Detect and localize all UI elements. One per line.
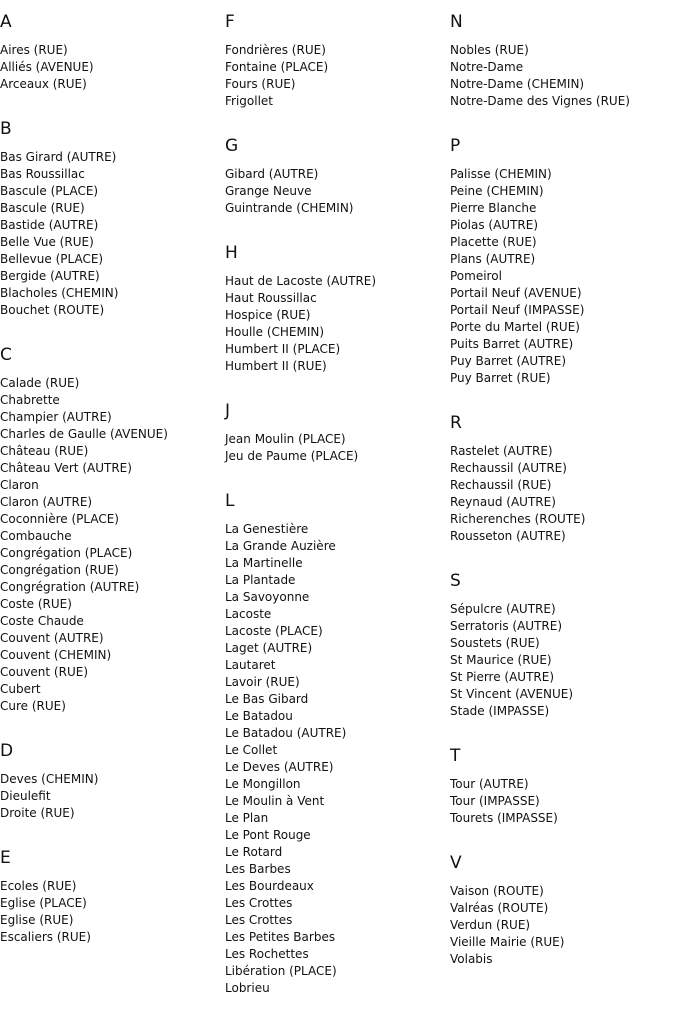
street-name: Portail Neuf (AVENUE) xyxy=(450,286,582,300)
street-name: Droite (RUE) xyxy=(0,806,75,820)
section-letter-heading: P xyxy=(450,136,461,156)
street-name: Les Bourdeaux xyxy=(225,879,314,893)
street-name: Reynaud (AUTRE) xyxy=(450,495,556,509)
street-name: Claron xyxy=(0,478,39,492)
street-name: Le Bas Gibard xyxy=(225,692,309,706)
street-name: Coconnière (PLACE) xyxy=(0,512,119,526)
street-name: Rousseton (AUTRE) xyxy=(450,529,566,543)
street-name: Pomeirol xyxy=(450,269,502,283)
street-name: Nobles (RUE) xyxy=(450,43,529,57)
street-name: Palisse (CHEMIN) xyxy=(450,167,552,181)
street-name: Puy Barret (RUE) xyxy=(450,371,551,385)
street-name: Vieille Mairie (RUE) xyxy=(450,935,565,949)
street-name: Couvent (RUE) xyxy=(0,665,89,679)
section-letter-heading: A xyxy=(0,12,12,32)
street-name: Le Pont Rouge xyxy=(225,828,311,842)
street-name: Peine (CHEMIN) xyxy=(450,184,544,198)
street-name: Dieulefit xyxy=(0,789,51,803)
street-name: Le Batadou xyxy=(225,709,293,723)
street-name: Porte du Martel (RUE) xyxy=(450,320,580,334)
street-list xyxy=(450,601,675,720)
street-name: Verdun (RUE) xyxy=(450,918,531,932)
street-name: Gibard (AUTRE) xyxy=(225,167,319,181)
street-name: St Vincent (AVENUE) xyxy=(450,687,574,701)
street-name: Fontaine (PLACE) xyxy=(225,60,329,74)
street-name: Hospice (RUE) xyxy=(225,308,311,322)
street-name: Soustets (RUE) xyxy=(450,636,540,650)
street-name: Alliés (AVENUE) xyxy=(0,60,94,74)
section-letter-heading: S xyxy=(450,571,461,591)
street-name: Notre-Dame des Vignes (RUE) xyxy=(450,94,630,108)
street-name: Plans (AUTRE) xyxy=(450,252,536,266)
letter-section-s xyxy=(450,571,675,720)
street-name: Humbert II (RUE) xyxy=(225,359,327,373)
street-name: Bascule (PLACE) xyxy=(0,184,99,198)
street-name: Guintrande (CHEMIN) xyxy=(225,201,354,215)
street-name: Lacoste xyxy=(225,607,272,621)
section-letter-heading: T xyxy=(450,746,461,766)
street-name: Rechaussil (AUTRE) xyxy=(450,461,567,475)
street-name: Cure (RUE) xyxy=(0,699,66,713)
street-name: Bouchet (ROUTE) xyxy=(0,303,105,317)
street-name: Tour (AUTRE) xyxy=(450,777,529,791)
street-name: Arceaux (RUE) xyxy=(0,77,87,91)
letter-section-n xyxy=(450,12,675,110)
section-letter-heading: V xyxy=(450,853,462,873)
street-name: Pierre Blanche xyxy=(450,201,537,215)
street-name: Valréas (ROUTE) xyxy=(450,901,549,915)
street-name: Richerenches (ROUTE) xyxy=(450,512,586,526)
street-name: Cubert xyxy=(0,682,41,696)
street-name: Volabis xyxy=(450,952,493,966)
street-name: La Genestière xyxy=(225,522,309,536)
street-list xyxy=(450,776,675,827)
street-name: Vaison (ROUTE) xyxy=(450,884,544,898)
street-name: Blacholes (CHEMIN) xyxy=(0,286,119,300)
street-name: Coste Chaude xyxy=(0,614,84,628)
street-name: Houlle (CHEMIN) xyxy=(225,325,325,339)
street-name: Jeu de Paume (PLACE) xyxy=(225,449,359,463)
street-name: Puy Barret (AUTRE) xyxy=(450,354,567,368)
street-name: Lavoir (RUE) xyxy=(225,675,300,689)
street-name: Bellevue (PLACE) xyxy=(0,252,104,266)
street-name: Libération (PLACE) xyxy=(225,964,337,978)
street-name: Bascule (RUE) xyxy=(0,201,85,215)
street-name: Deves (CHEMIN) xyxy=(0,772,99,786)
section-letter-heading: L xyxy=(225,491,235,511)
street-list xyxy=(225,431,450,465)
street-name: St Maurice (RUE) xyxy=(450,653,552,667)
street-name: St Pierre (AUTRE) xyxy=(450,670,555,684)
street-list xyxy=(450,443,675,545)
letter-section-f xyxy=(225,12,450,110)
street-name: Congrégation (RUE) xyxy=(0,563,119,577)
street-name: Bas Roussillac xyxy=(0,167,85,181)
street-name: Grange Neuve xyxy=(225,184,312,198)
street-name: Haut de Lacoste (AUTRE) xyxy=(225,274,377,288)
street-name: Jean Moulin (PLACE) xyxy=(225,432,346,446)
street-name: Frigollet xyxy=(225,94,274,108)
street-name: Lautaret xyxy=(225,658,276,672)
street-name: La Martinelle xyxy=(225,556,303,570)
street-name: Le Collet xyxy=(225,743,278,757)
section-letter-heading: R xyxy=(450,413,462,433)
street-list xyxy=(225,166,450,217)
street-name: La Grande Auzière xyxy=(225,539,336,553)
street-name: Couvent (AUTRE) xyxy=(0,631,104,645)
street-name: Claron (AUTRE) xyxy=(0,495,93,509)
street-name: Puits Barret (AUTRE) xyxy=(450,337,574,351)
street-name: Le Rotard xyxy=(225,845,283,859)
street-name: Sépulcre (AUTRE) xyxy=(450,602,556,616)
street-name: Aires (RUE) xyxy=(0,43,68,57)
street-list xyxy=(450,883,675,968)
street-list xyxy=(450,42,675,110)
section-letter-heading: E xyxy=(0,848,11,868)
street-name: Fours (RUE) xyxy=(225,77,296,91)
street-name: Champier (AUTRE) xyxy=(0,410,112,424)
letter-section-e xyxy=(0,848,225,946)
section-letter-heading: B xyxy=(0,119,12,139)
street-name: Le Deves (AUTRE) xyxy=(225,760,334,774)
street-name: Combauche xyxy=(0,529,72,543)
street-list xyxy=(0,375,225,715)
street-name: Château (RUE) xyxy=(0,444,89,458)
street-name: Les Crottes xyxy=(225,896,293,910)
letter-section-p xyxy=(450,136,675,387)
street-list xyxy=(0,771,225,822)
street-name: Notre-Dame xyxy=(450,60,524,74)
letter-section-j xyxy=(225,401,450,465)
street-name: Humbert II (PLACE) xyxy=(225,342,341,356)
street-index-column-2 xyxy=(225,0,450,1023)
street-index-column-1 xyxy=(0,0,225,972)
street-name: Couvent (CHEMIN) xyxy=(0,648,112,662)
letter-section-b xyxy=(0,119,225,319)
street-name: Lacoste (PLACE) xyxy=(225,624,323,638)
street-name: Congrégation (PLACE) xyxy=(0,546,133,560)
street-name: Congrégration (AUTRE) xyxy=(0,580,140,594)
street-name: Serratoris (AUTRE) xyxy=(450,619,562,633)
street-name: Tourets (IMPASSE) xyxy=(450,811,558,825)
letter-section-t xyxy=(450,746,675,827)
letter-section-r xyxy=(450,413,675,545)
street-name: Le Mongillon xyxy=(225,777,301,791)
street-name: Bastide (AUTRE) xyxy=(0,218,99,232)
street-name: Laget (AUTRE) xyxy=(225,641,313,655)
street-name: Notre-Dame (CHEMIN) xyxy=(450,77,585,91)
letter-section-h xyxy=(225,243,450,375)
letter-section-a xyxy=(0,12,225,93)
street-name: Château Vert (AUTRE) xyxy=(0,461,132,475)
street-name: Tour (IMPASSE) xyxy=(450,794,540,808)
street-index-column-3 xyxy=(450,0,675,994)
street-name: Rechaussil (RUE) xyxy=(450,478,552,492)
street-name: Portail Neuf (IMPASSE) xyxy=(450,303,585,317)
street-name: Piolas (AUTRE) xyxy=(450,218,539,232)
street-list xyxy=(0,878,225,946)
street-name: Eglise (PLACE) xyxy=(0,896,87,910)
street-list xyxy=(225,42,450,110)
section-letter-heading: J xyxy=(225,401,231,421)
street-list xyxy=(225,521,450,997)
street-name: Placette (RUE) xyxy=(450,235,537,249)
street-name: La Plantade xyxy=(225,573,296,587)
letter-section-c xyxy=(0,345,225,715)
street-name: Chabrette xyxy=(0,393,60,407)
street-list xyxy=(0,42,225,93)
street-name: Lobrieu xyxy=(225,981,270,995)
street-list xyxy=(225,273,450,375)
section-letter-heading: D xyxy=(0,741,14,761)
street-name: Haut Roussillac xyxy=(225,291,317,305)
street-name: Bas Girard (AUTRE) xyxy=(0,150,117,164)
street-name: Fondrières (RUE) xyxy=(225,43,326,57)
street-name: Les Petites Barbes xyxy=(225,930,336,944)
street-name: Eglise (RUE) xyxy=(0,913,74,927)
letter-section-d xyxy=(0,741,225,822)
letter-section-g xyxy=(225,136,450,217)
street-name: Escaliers (RUE) xyxy=(0,930,91,944)
street-name: Les Crottes xyxy=(225,913,293,927)
street-name: Belle Vue (RUE) xyxy=(0,235,94,249)
street-name: Stade (IMPASSE) xyxy=(450,704,550,718)
section-letter-heading: F xyxy=(225,12,235,32)
street-name: La Savoyonne xyxy=(225,590,310,604)
section-letter-heading: N xyxy=(450,12,463,32)
street-list xyxy=(0,149,225,319)
street-name: Rastelet (AUTRE) xyxy=(450,444,553,458)
street-name: Le Batadou (AUTRE) xyxy=(225,726,347,740)
letter-section-l xyxy=(225,491,450,997)
street-name: Ecoles (RUE) xyxy=(0,879,77,893)
letter-section-v xyxy=(450,853,675,968)
street-name: Les Rochettes xyxy=(225,947,309,961)
street-name: Calade (RUE) xyxy=(0,376,80,390)
street-name: Coste (RUE) xyxy=(0,597,72,611)
street-name: Les Barbes xyxy=(225,862,291,876)
section-letter-heading: C xyxy=(0,345,12,365)
street-name: Charles de Gaulle (AVENUE) xyxy=(0,427,168,441)
street-name: Le Moulin à Vent xyxy=(225,794,325,808)
section-letter-heading: G xyxy=(225,136,239,156)
street-name: Bergide (AUTRE) xyxy=(0,269,100,283)
section-letter-heading: H xyxy=(225,243,238,263)
street-name: Le Plan xyxy=(225,811,269,825)
street-list xyxy=(450,166,675,387)
